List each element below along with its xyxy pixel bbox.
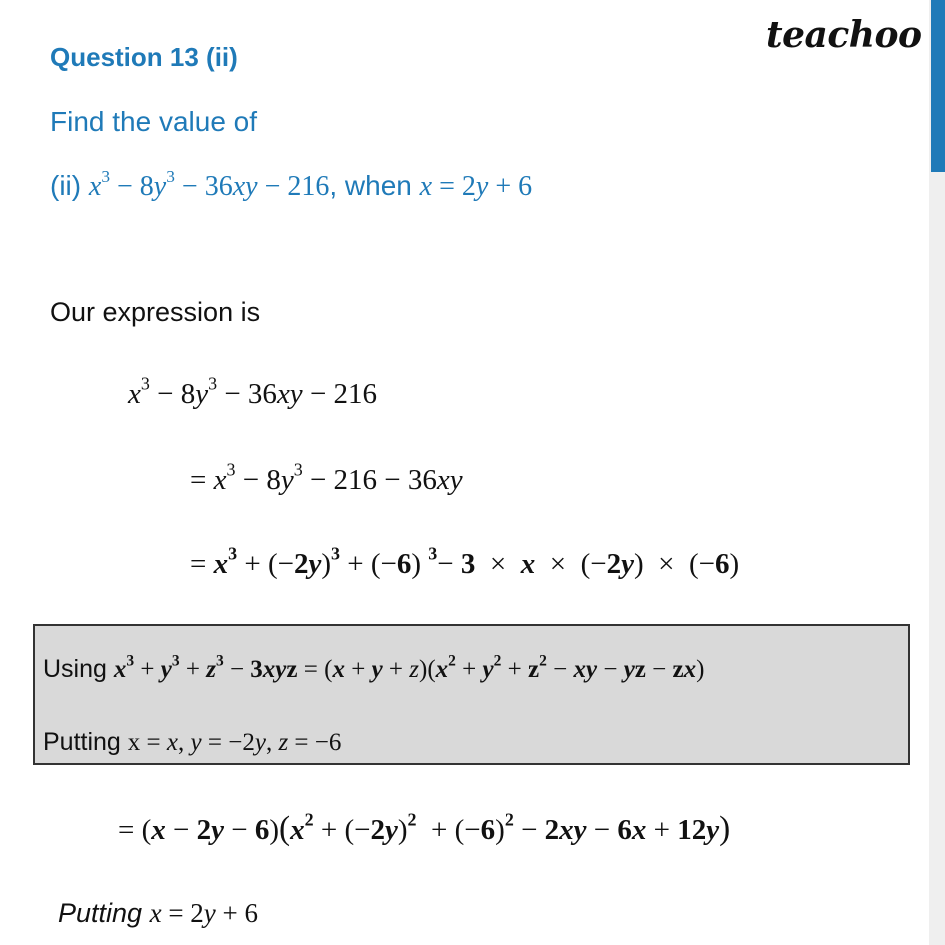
scrollbar-thumb[interactable] xyxy=(931,0,945,172)
when-text: , when xyxy=(329,170,412,201)
using-label: Using xyxy=(43,655,107,683)
expression-step-1: $x^3 - 8y^3 - 36xy - 216$ xyxy=(128,373,378,410)
question-expression: (ii) $x^3 - 8y^3 - 36xy - 216$, when x = 2y + 6 xyxy=(50,166,533,202)
substitution-line: Putting x = x, y = −2y, z = −6 xyxy=(43,728,342,756)
identity-formula: Using $x^3 + y^3 + z^3 - 3xyz = (x + y + z)(x^2 + y^2 + z^2$ − xy − yz − zx) xyxy=(43,652,705,683)
expression-step-3: = $x^3 + (-2y)^3 + (-6)$ $^3$− 3 × x × (−2y) × (−6) xyxy=(190,543,740,580)
putting-x-label: Putting xyxy=(58,898,143,928)
expression-step-2: = $x^3 - 8y^3 - 216 - 36xy$ xyxy=(190,459,463,496)
question-find-text: Find the value of xyxy=(50,106,258,137)
question-title: Question 13 (ii) xyxy=(50,42,238,72)
putting-x-line: Putting x = 2y + 6 xyxy=(58,898,259,928)
putting-label: Putting xyxy=(43,728,121,756)
teachoo-logo: teachoo xyxy=(766,14,922,56)
intro-text: Our expression is xyxy=(50,297,261,327)
part-label: (ii) xyxy=(50,170,82,201)
factored-expression: = $(x - 2y - 6)(x^2 + (-2y)^2 + (-6)^2 - 2xy - 6x + 12y)$ xyxy=(118,809,731,847)
